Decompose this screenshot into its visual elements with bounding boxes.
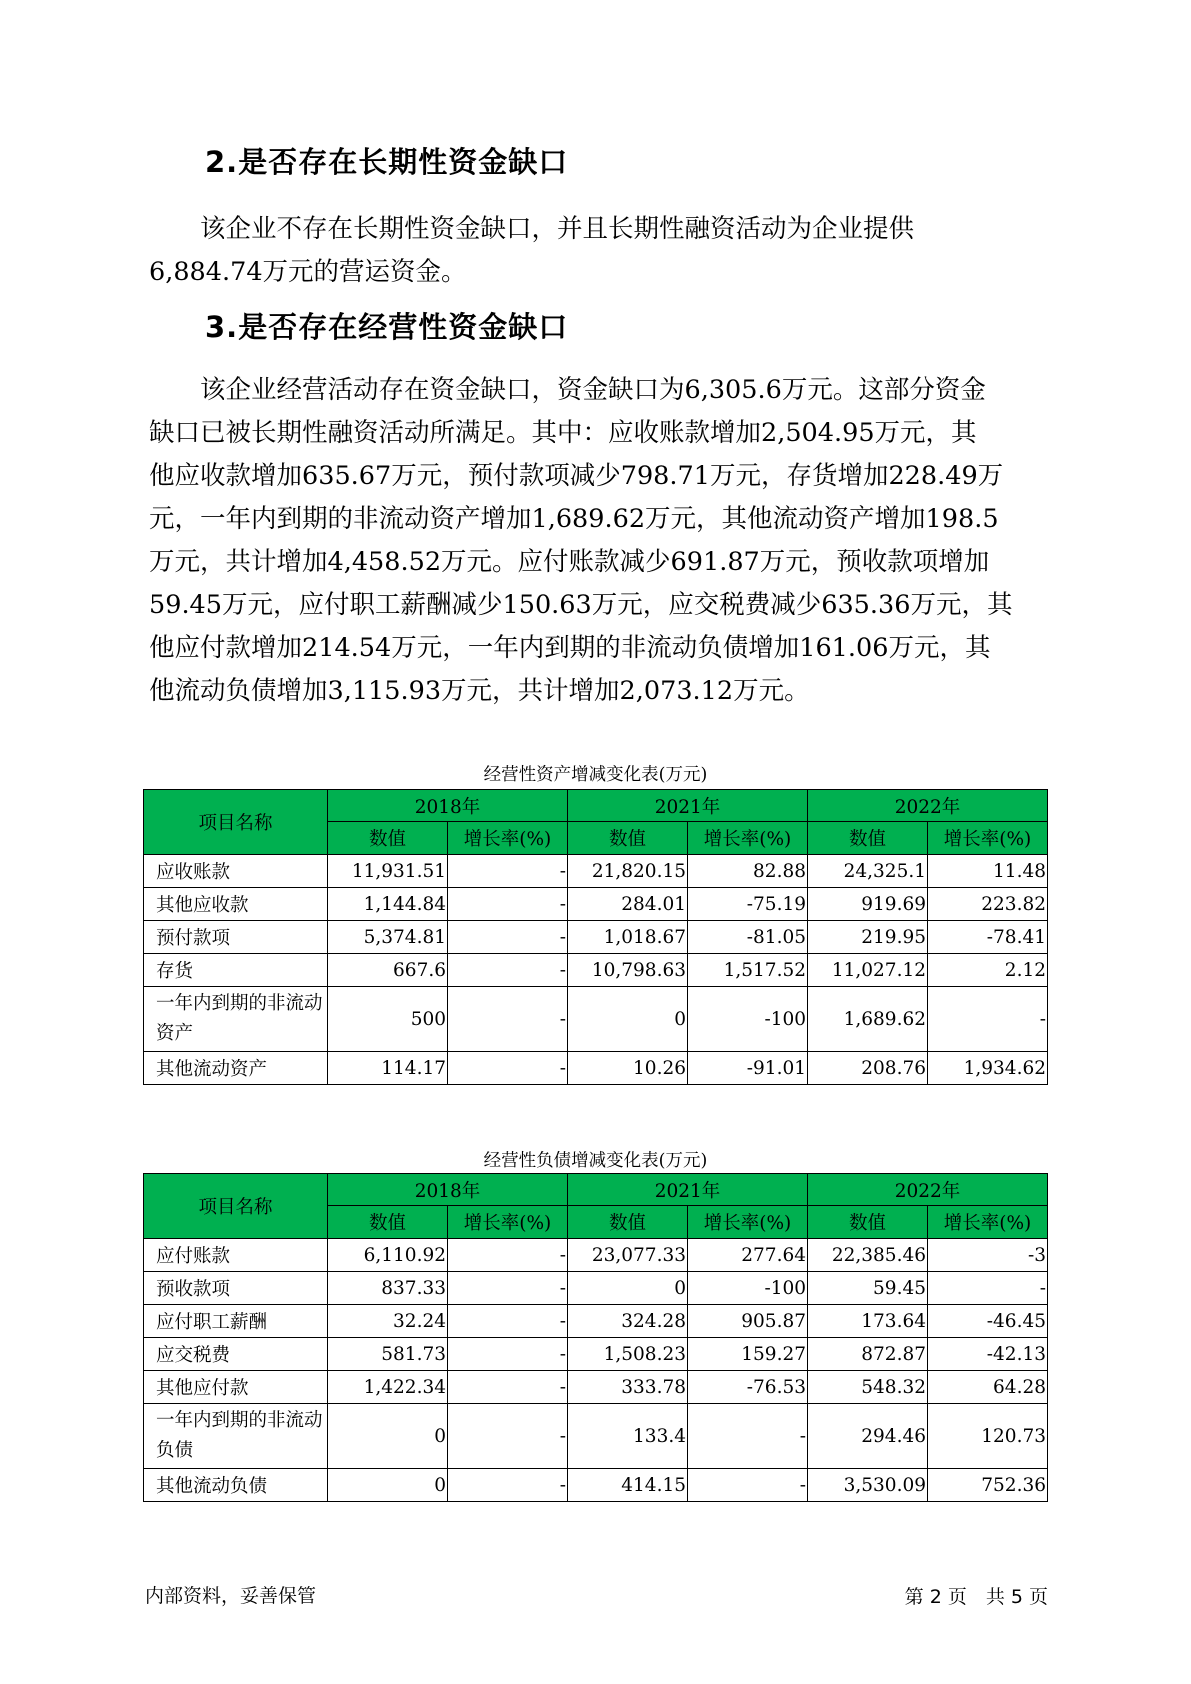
header-year-2018: 2018年 — [328, 1174, 568, 1206]
cell: 905.87 — [688, 1305, 808, 1338]
liabilities-table — [143, 1173, 1048, 1502]
cell: 223.82 — [928, 888, 1048, 921]
cell: - — [448, 855, 568, 888]
cell: 1,422.34 — [328, 1371, 448, 1404]
table-row — [144, 1371, 1048, 1404]
cell: - — [448, 954, 568, 987]
header-year-2022: 2022年 — [808, 790, 1048, 822]
table-row — [144, 1338, 1048, 1371]
cell: -75.19 — [688, 888, 808, 921]
cell: - — [928, 1272, 1048, 1305]
header-year-2022: 2022年 — [808, 1174, 1048, 1206]
cell: 872.87 — [808, 1338, 928, 1371]
cell: 10,798.63 — [568, 954, 688, 987]
paragraph-line: 该企业不存在长期性资金缺口，并且长期性融资活动为企业提供 — [149, 214, 915, 244]
header-value: 数值 — [568, 1206, 688, 1239]
header-rate: 增长率(%) — [448, 1206, 568, 1239]
cell: 277.64 — [688, 1239, 808, 1272]
cell: 208.76 — [808, 1052, 928, 1085]
cell: 3,530.09 — [808, 1469, 928, 1502]
cell: 114.17 — [328, 1052, 448, 1085]
table-row — [144, 888, 1048, 921]
section-3-paragraph — [149, 369, 1049, 713]
row-name: 应付职工薪酬 — [144, 1305, 328, 1338]
row-name: 其他流动资产 — [144, 1052, 328, 1085]
cell: 11,931.51 — [328, 855, 448, 888]
section-3-heading: 3.是否存在经营性资金缺口 — [205, 310, 569, 344]
cell: 5,374.81 — [328, 921, 448, 954]
row-name: 应收账款 — [144, 855, 328, 888]
table-row — [144, 1052, 1048, 1085]
cell: 548.32 — [808, 1371, 928, 1404]
header-rate: 增长率(%) — [448, 822, 568, 855]
header-rate: 增长率(%) — [928, 1206, 1048, 1239]
header-rate: 增长率(%) — [928, 822, 1048, 855]
cell: 1,144.84 — [328, 888, 448, 921]
cell: 1,689.62 — [808, 987, 928, 1052]
paragraph-line: 他应付款增加214.54万元，一年内到期的非流动负债增加161.06万元，其 — [149, 633, 991, 663]
cell: - — [688, 1469, 808, 1502]
cell: 6,110.92 — [328, 1239, 448, 1272]
cell: -100 — [688, 1272, 808, 1305]
paragraph-line: 他流动负债增加3,115.93万元，共计增加2,073.12万元。 — [149, 676, 810, 706]
cell: 32.24 — [328, 1305, 448, 1338]
cell: - — [448, 1338, 568, 1371]
cell: 414.15 — [568, 1469, 688, 1502]
header-value: 数值 — [328, 822, 448, 855]
cell: 1,934.62 — [928, 1052, 1048, 1085]
row-name: 存货 — [144, 954, 328, 987]
paragraph-line: 缺口已被长期性融资活动所满足。其中：应收账款增加2,504.95万元，其 — [149, 418, 977, 448]
cell: 133.4 — [568, 1404, 688, 1469]
cell: -46.45 — [928, 1305, 1048, 1338]
cell: - — [448, 987, 568, 1052]
cell: 1,517.52 — [688, 954, 808, 987]
table-row — [144, 1272, 1048, 1305]
paragraph-line: 元，一年内到期的非流动资产增加1,689.62万元，其他流动资产增加198.5 — [149, 504, 999, 534]
cell: 159.27 — [688, 1338, 808, 1371]
cell: - — [928, 987, 1048, 1052]
table-row — [144, 1469, 1048, 1502]
header-rate: 增长率(%) — [688, 822, 808, 855]
table-row — [144, 954, 1048, 987]
paragraph-line: 该企业经营活动存在资金缺口，资金缺口为6,305.6万元。这部分资金 — [149, 375, 986, 405]
row-name: 其他应收款 — [144, 888, 328, 921]
header-value: 数值 — [328, 1206, 448, 1239]
cell: 11.48 — [928, 855, 1048, 888]
table-row — [144, 987, 1048, 1052]
cell: -76.53 — [688, 1371, 808, 1404]
cell: - — [448, 921, 568, 954]
cell: - — [688, 1404, 808, 1469]
cell: - — [448, 888, 568, 921]
cell: - — [448, 1052, 568, 1085]
header-item-name: 项目名称 — [144, 1174, 328, 1239]
footer-page-number: 第 2 页 共 5 页 — [904, 1586, 1048, 1608]
cell: 284.01 — [568, 888, 688, 921]
header-value: 数值 — [568, 822, 688, 855]
cell: - — [448, 1371, 568, 1404]
cell: 1,018.67 — [568, 921, 688, 954]
footer-confidential-note: 内部资料，妥善保管 — [145, 1585, 317, 1607]
row-name: 一年内到期的非流动负债 — [144, 1404, 328, 1469]
cell: 0 — [568, 987, 688, 1052]
cell: 581.73 — [328, 1338, 448, 1371]
header-year-2021: 2021年 — [568, 790, 808, 822]
cell: 64.28 — [928, 1371, 1048, 1404]
row-name: 其他应付款 — [144, 1371, 328, 1404]
cell: 0 — [328, 1404, 448, 1469]
cell: 0 — [328, 1469, 448, 1502]
row-name: 应交税费 — [144, 1338, 328, 1371]
cell: 173.64 — [808, 1305, 928, 1338]
liabilities-table-caption: 经营性负债增减变化表(万元) — [483, 1151, 708, 1171]
cell: 2.12 — [928, 954, 1048, 987]
table-row — [144, 1404, 1048, 1469]
cell: 23,077.33 — [568, 1239, 688, 1272]
cell: 324.28 — [568, 1305, 688, 1338]
cell: 500 — [328, 987, 448, 1052]
cell: -3 — [928, 1239, 1048, 1272]
header-item-name: 项目名称 — [144, 790, 328, 855]
table-row — [144, 1239, 1048, 1272]
cell: 837.33 — [328, 1272, 448, 1305]
table-header-row — [144, 790, 1048, 822]
paragraph-line: 他应收款增加635.67万元，预付款项减少798.71万元，存货增加228.49万 — [149, 461, 1004, 491]
header-year-2018: 2018年 — [328, 790, 568, 822]
paragraph-line: 59.45万元，应付职工薪酬减少150.63万元，应交税费减少635.36万元，其 — [149, 590, 1013, 620]
cell: - — [448, 1469, 568, 1502]
cell: 919.69 — [808, 888, 928, 921]
cell: 0 — [568, 1272, 688, 1305]
cell: 667.6 — [328, 954, 448, 987]
row-name: 预收款项 — [144, 1272, 328, 1305]
assets-table-caption: 经营性资产增减变化表(万元) — [483, 765, 708, 785]
row-name: 其他流动负债 — [144, 1469, 328, 1502]
cell: 752.36 — [928, 1469, 1048, 1502]
cell: -81.05 — [688, 921, 808, 954]
cell: - — [448, 1404, 568, 1469]
cell: 120.73 — [928, 1404, 1048, 1469]
cell: 10.26 — [568, 1052, 688, 1085]
cell: - — [448, 1272, 568, 1305]
cell: 294.46 — [808, 1404, 928, 1469]
cell: 82.88 — [688, 855, 808, 888]
header-value: 数值 — [808, 1206, 928, 1239]
paragraph-line: 万元，共计增加4,458.52万元。应付账款减少691.87万元，预收款项增加 — [149, 547, 990, 577]
cell: 24,325.1 — [808, 855, 928, 888]
header-rate: 增长率(%) — [688, 1206, 808, 1239]
cell: -42.13 — [928, 1338, 1048, 1371]
cell: 21,820.15 — [568, 855, 688, 888]
paragraph-line: 6,884.74万元的营运资金。 — [149, 257, 467, 287]
header-year-2021: 2021年 — [568, 1174, 808, 1206]
cell: 219.95 — [808, 921, 928, 954]
table-row — [144, 1305, 1048, 1338]
cell: 11,027.12 — [808, 954, 928, 987]
cell: 59.45 — [808, 1272, 928, 1305]
cell: -91.01 — [688, 1052, 808, 1085]
assets-table — [143, 789, 1048, 1085]
row-name: 应付账款 — [144, 1239, 328, 1272]
cell: -78.41 — [928, 921, 1048, 954]
row-name: 一年内到期的非流动资产 — [144, 987, 328, 1052]
section-2-paragraph — [149, 208, 1049, 294]
cell: -100 — [688, 987, 808, 1052]
table-row — [144, 921, 1048, 954]
cell: 1,508.23 — [568, 1338, 688, 1371]
cell: 22,385.46 — [808, 1239, 928, 1272]
cell: - — [448, 1239, 568, 1272]
cell: 333.78 — [568, 1371, 688, 1404]
cell: - — [448, 1305, 568, 1338]
row-name: 预付款项 — [144, 921, 328, 954]
header-value: 数值 — [808, 822, 928, 855]
table-header-row — [144, 1174, 1048, 1206]
table-row — [144, 855, 1048, 888]
section-2-heading: 2.是否存在长期性资金缺口 — [205, 145, 569, 179]
